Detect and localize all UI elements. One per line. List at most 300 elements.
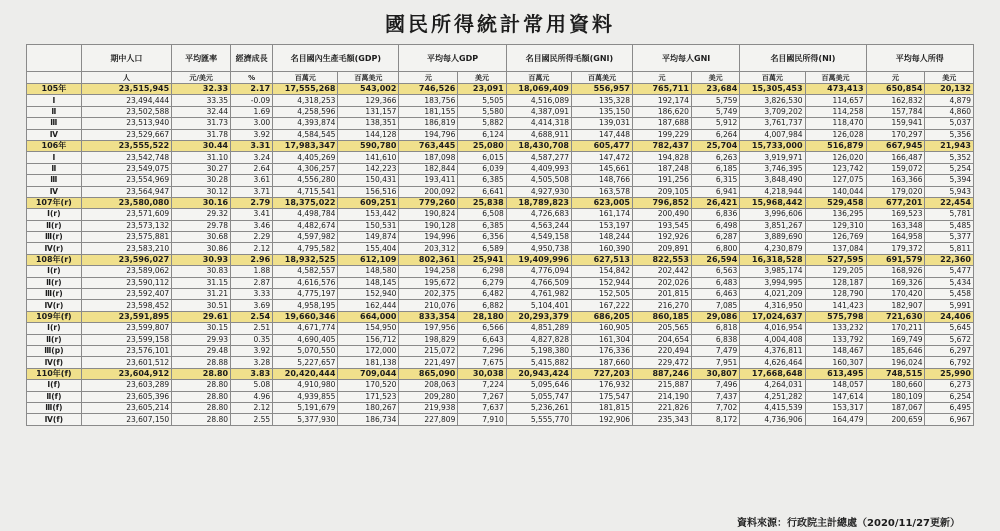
period-label: 105年 (27, 84, 82, 95)
table-cell: 186,819 (399, 118, 458, 129)
table-cell: 28.80 (172, 414, 231, 425)
table-cell: 23,598,452 (81, 300, 171, 311)
table-cell: 2.17 (231, 84, 273, 95)
table-cell: 215,072 (399, 345, 458, 356)
table-cell: 7,224 (458, 380, 506, 391)
table-cell: 5,236,261 (506, 402, 571, 413)
table-cell: 25,990 (925, 368, 974, 379)
table-cell: 3,919,971 (740, 152, 805, 163)
table-cell: 170,297 (866, 129, 925, 140)
unit-cell: 元/美元 (172, 72, 231, 84)
period-label: Ⅳ(r) (27, 243, 82, 254)
table-cell: 18,375,022 (273, 197, 338, 208)
table-cell: 4,616,576 (273, 277, 338, 288)
table-cell: 6,792 (925, 357, 974, 368)
unit-cell: 元 (866, 72, 925, 84)
table-cell: 17,983,347 (273, 140, 338, 151)
table-cell: 4,584,545 (273, 129, 338, 140)
table-cell: 748,515 (866, 368, 925, 379)
quarter-row (27, 402, 974, 413)
table-cell: 4,306,257 (273, 163, 338, 174)
period-label: Ⅱ(r) (27, 220, 82, 231)
table-cell: 148,145 (338, 277, 399, 288)
table-cell: -0.09 (231, 95, 273, 106)
table-cell: 30.27 (172, 163, 231, 174)
table-cell: 5,104,401 (506, 300, 571, 311)
table-cell: 167,222 (571, 300, 632, 311)
table-cell: 140,044 (805, 186, 866, 197)
table-cell: 5,811 (925, 243, 974, 254)
table-cell: 473,413 (805, 84, 866, 95)
table-cell: 6,124 (458, 129, 506, 140)
table-cell: 5,415,882 (506, 357, 571, 368)
table-cell: 214,190 (633, 391, 692, 402)
table-cell: 31.21 (172, 289, 231, 300)
quarter-row (27, 414, 974, 425)
table-cell: 141,610 (338, 152, 399, 163)
table-cell: 28.80 (172, 368, 231, 379)
period-label: Ⅳ (27, 129, 82, 140)
table-cell: 33.35 (172, 95, 231, 106)
table-cell: 4,775,197 (273, 289, 338, 300)
table-cell: 4,776,094 (506, 266, 571, 277)
table-cell: 152,940 (338, 289, 399, 300)
table-cell: 3.00 (231, 118, 273, 129)
table-cell: 163,348 (866, 220, 925, 231)
table-cell: 0.35 (231, 334, 273, 345)
table-cell: 148,766 (571, 175, 632, 186)
quarter-row (27, 391, 974, 402)
table-cell: 5,749 (691, 106, 739, 117)
unit-cell: 美元 (925, 72, 974, 84)
table-cell: 664,000 (338, 311, 399, 322)
table-cell: 144,128 (338, 129, 399, 140)
table-cell: 192,926 (633, 232, 692, 243)
table-cell: 6,356 (458, 232, 506, 243)
table-cell: 709,044 (338, 368, 399, 379)
period-label: 110年(f) (27, 368, 82, 379)
table-cell: 6,482 (458, 289, 506, 300)
table-cell: 197,956 (399, 323, 458, 334)
table-cell: 4,556,280 (273, 175, 338, 186)
period-label: Ⅲ(p) (27, 345, 82, 356)
table-cell: 180,660 (866, 380, 925, 391)
table-cell: 114,657 (805, 95, 866, 106)
table-cell: 4,597,982 (273, 232, 338, 243)
table-cell: 4,498,784 (273, 209, 338, 220)
table-cell: 6,315 (691, 175, 739, 186)
table-cell: 24,406 (925, 311, 974, 322)
table-cell: 23,529,667 (81, 129, 171, 140)
table-cell: 5,912 (691, 118, 739, 129)
year-row (27, 84, 974, 95)
table-cell: 31.15 (172, 277, 231, 288)
header-gni: 名目國民所得毛額(GNI) (506, 45, 632, 72)
table-cell: 126,028 (805, 129, 866, 140)
table-cell: 29,086 (691, 311, 739, 322)
table-cell: 19,660,346 (273, 311, 338, 322)
unit-cell: 美元 (691, 72, 739, 84)
period-label: Ⅱ(r) (27, 277, 82, 288)
header-ni-per-capita: 平均每人所得 (866, 45, 973, 72)
table-cell: 30.16 (172, 197, 231, 208)
table-cell: 5,505 (458, 95, 506, 106)
table-cell: 199,229 (633, 129, 692, 140)
table-cell: 6,563 (691, 266, 739, 277)
table-cell: 160,307 (805, 357, 866, 368)
table-cell: 5,991 (925, 300, 974, 311)
table-cell: 23,542,748 (81, 152, 171, 163)
table-cell: 5,356 (925, 129, 974, 140)
table-cell: 31.78 (172, 129, 231, 140)
table-cell: 180,109 (866, 391, 925, 402)
table-cell: 209,105 (633, 186, 692, 197)
table-cell: 23,573,132 (81, 220, 171, 231)
table-cell: 3,889,690 (740, 232, 805, 243)
table-cell: 26,594 (691, 254, 739, 265)
table-cell: 123,742 (805, 163, 866, 174)
table-cell: 3.69 (231, 300, 273, 311)
table-cell: 6,838 (691, 334, 739, 345)
table-cell: 4,690,405 (273, 334, 338, 345)
table-cell: 208,063 (399, 380, 458, 391)
table-cell: 182,907 (866, 300, 925, 311)
table-cell: 30,038 (458, 368, 506, 379)
table-cell: 7,951 (691, 357, 739, 368)
period-label: 108年(r) (27, 254, 82, 265)
table-cell: 5,672 (925, 334, 974, 345)
table-cell: 3,996,606 (740, 209, 805, 220)
quarter-row (27, 152, 974, 163)
table-cell: 135,328 (571, 95, 632, 106)
table-cell: 169,326 (866, 277, 925, 288)
table-cell: 18,789,823 (506, 197, 571, 208)
table-cell: 147,448 (571, 129, 632, 140)
table-cell: 23,091 (458, 84, 506, 95)
table-cell: 22,454 (925, 197, 974, 208)
table-cell: 5,781 (925, 209, 974, 220)
table-cell: 23,589,062 (81, 266, 171, 277)
table-cell: 2.87 (231, 277, 273, 288)
table-cell: 152,944 (571, 277, 632, 288)
table-cell: 4,563,244 (506, 220, 571, 231)
table-cell: 763,445 (399, 140, 458, 151)
table-cell: 6,800 (691, 243, 739, 254)
table-cell: 5,394 (925, 175, 974, 186)
table-cell: 6,836 (691, 209, 739, 220)
quarter-row (27, 266, 974, 277)
table-cell: 194,996 (399, 232, 458, 243)
table-cell: 23,549,075 (81, 163, 171, 174)
table-cell: 6,818 (691, 323, 739, 334)
table-cell: 147,614 (805, 391, 866, 402)
table-cell: 114,258 (805, 106, 866, 117)
table-cell: 3.41 (231, 209, 273, 220)
table-cell: 23,605,396 (81, 391, 171, 402)
table-cell: 23,605,214 (81, 402, 171, 413)
table-cell: 4,726,683 (506, 209, 571, 220)
table-cell: 5,198,380 (506, 345, 571, 356)
table-cell: 3,994,995 (740, 277, 805, 288)
table-cell: 4,007,984 (740, 129, 805, 140)
table-cell: 2.51 (231, 323, 273, 334)
table-cell: 30.86 (172, 243, 231, 254)
table-cell: 4,516,089 (506, 95, 571, 106)
table-cell: 193,545 (633, 220, 692, 231)
table-cell: 21,943 (925, 140, 974, 151)
table-cell: 154,950 (338, 323, 399, 334)
table-cell: 5,227,657 (273, 357, 338, 368)
table-cell: 156,516 (338, 186, 399, 197)
table-cell: 161,174 (571, 209, 632, 220)
table-cell: 152,505 (571, 289, 632, 300)
table-cell: 6,287 (691, 232, 739, 243)
table-cell: 4.96 (231, 391, 273, 402)
table-cell: 200,490 (633, 209, 692, 220)
table-cell: 145,661 (571, 163, 632, 174)
table-cell: 7,910 (458, 414, 506, 425)
national-income-table (26, 44, 974, 426)
table-cell: 2.64 (231, 163, 273, 174)
table-cell: 765,711 (633, 84, 692, 95)
table-cell: 860,185 (633, 311, 692, 322)
quarter-row (27, 289, 974, 300)
table-cell: 209,280 (399, 391, 458, 402)
table-cell: 5,070,550 (273, 345, 338, 356)
table-cell: 3,848,490 (740, 175, 805, 186)
table-cell: 4,258,596 (273, 106, 338, 117)
table-cell: 23,604,912 (81, 368, 171, 379)
quarter-row (27, 220, 974, 231)
table-cell: 227,809 (399, 414, 458, 425)
table-cell: 613,495 (805, 368, 866, 379)
table-cell: 5,485 (925, 220, 974, 231)
period-label: Ⅰ(r) (27, 209, 82, 220)
table-cell: 677,201 (866, 197, 925, 208)
table-cell: 5,352 (925, 152, 974, 163)
table-cell: 3.33 (231, 289, 273, 300)
table-cell: 139,031 (571, 118, 632, 129)
table-cell: 235,343 (633, 414, 692, 425)
unit-cell: 元 (633, 72, 692, 84)
table-cell: 6,185 (691, 163, 739, 174)
table-cell: 15,305,453 (740, 84, 805, 95)
table-cell: 650,854 (866, 84, 925, 95)
quarter-row (27, 380, 974, 391)
table-cell: 686,205 (571, 311, 632, 322)
year-row (27, 311, 974, 322)
table-cell: 727,203 (571, 368, 632, 379)
table-cell: 147,472 (571, 152, 632, 163)
period-label: Ⅲ(r) (27, 289, 82, 300)
table-cell: 190,824 (399, 209, 458, 220)
table-cell: 220,494 (633, 345, 692, 356)
table-cell: 25,941 (458, 254, 506, 265)
table-cell: 30.83 (172, 266, 231, 277)
table-cell: 221,826 (633, 402, 692, 413)
table-cell: 31.10 (172, 152, 231, 163)
table-cell: 209,891 (633, 243, 692, 254)
table-cell: 833,354 (399, 311, 458, 322)
table-cell: 23,596,027 (81, 254, 171, 265)
table-cell: 141,423 (805, 300, 866, 311)
header-gdp-per-capita: 平均每人GDP (399, 45, 506, 72)
document-title: 國民所得統計常用資料 (385, 12, 615, 36)
table-cell: 3,851,267 (740, 220, 805, 231)
table-cell: 822,553 (633, 254, 692, 265)
table-cell: 26,421 (691, 197, 739, 208)
table-cell: 157,784 (866, 106, 925, 117)
table-cell: 516,879 (805, 140, 866, 151)
table-cell: 4,688,911 (506, 129, 571, 140)
table-cell: 32.33 (172, 84, 231, 95)
quarter-row (27, 277, 974, 288)
table-cell: 29.78 (172, 220, 231, 231)
table-cell: 4,958,195 (273, 300, 338, 311)
table-cell: 118,470 (805, 118, 866, 129)
unit-cell: 百萬元 (740, 72, 805, 84)
table-cell: 194,258 (399, 266, 458, 277)
table-cell: 746,526 (399, 84, 458, 95)
table-cell: 4,415,539 (740, 402, 805, 413)
table-cell: 126,769 (805, 232, 866, 243)
table-cell: 6,385 (458, 175, 506, 186)
table-cell: 163,366 (866, 175, 925, 186)
table-cell: 5,434 (925, 277, 974, 288)
table-cell: 18,932,525 (273, 254, 338, 265)
table-cell: 590,780 (338, 140, 399, 151)
table-cell: 203,312 (399, 243, 458, 254)
table-cell: 15,968,442 (740, 197, 805, 208)
unit-cell: 百萬美元 (805, 72, 866, 84)
table-cell: 128,790 (805, 289, 866, 300)
table-cell: 779,260 (399, 197, 458, 208)
period-label: Ⅲ (27, 175, 82, 186)
table-cell: 148,244 (571, 232, 632, 243)
table-cell: 667,945 (866, 140, 925, 151)
table-cell: 623,005 (571, 197, 632, 208)
table-cell: 23,554,969 (81, 175, 171, 186)
table-cell: 5,095,646 (506, 380, 571, 391)
table-cell: 28.80 (172, 402, 231, 413)
table-cell: 25,080 (458, 140, 506, 151)
table-cell: 171,523 (338, 391, 399, 402)
table-cell: 194,828 (633, 152, 692, 163)
table-cell: 20,420,444 (273, 368, 338, 379)
period-label: 106年 (27, 140, 82, 151)
table-cell: 176,932 (571, 380, 632, 391)
unit-cell: 人 (81, 72, 171, 84)
table-cell: 182,844 (399, 163, 458, 174)
table-cell: 6,498 (691, 220, 739, 231)
table-cell: 23,571,609 (81, 209, 171, 220)
table-cell: 6,039 (458, 163, 506, 174)
table-cell: 128,187 (805, 277, 866, 288)
table-cell: 23,513,940 (81, 118, 171, 129)
table-cell: 2.55 (231, 414, 273, 425)
table-cell: 2.96 (231, 254, 273, 265)
table-cell: 204,654 (633, 334, 692, 345)
table-cell: 176,336 (571, 345, 632, 356)
table-cell: 7,675 (458, 357, 506, 368)
table-cell: 136,295 (805, 209, 866, 220)
table-cell: 19,409,996 (506, 254, 571, 265)
unit-cell: 元 (399, 72, 458, 84)
table-cell: 6,495 (925, 402, 974, 413)
table-cell: 29.93 (172, 334, 231, 345)
table-cell: 5,191,679 (273, 402, 338, 413)
table-cell: 7,437 (691, 391, 739, 402)
table-cell: 187,248 (633, 163, 692, 174)
table-cell: 187,688 (633, 118, 692, 129)
table-cell: 29.61 (172, 311, 231, 322)
header-growth: 經濟成長 (231, 45, 273, 72)
table-cell: 5,037 (925, 118, 974, 129)
table-cell: 148,467 (805, 345, 866, 356)
table-cell: 153,317 (805, 402, 866, 413)
table-cell: 169,749 (866, 334, 925, 345)
table-cell: 6,264 (691, 129, 739, 140)
table-cell: 7,085 (691, 300, 739, 311)
table-cell: 133,232 (805, 323, 866, 334)
table-cell: 782,437 (633, 140, 692, 151)
table-cell: 8,172 (691, 414, 739, 425)
unit-row (27, 72, 974, 84)
table-cell: 148,580 (338, 266, 399, 277)
table-cell: 6,483 (691, 277, 739, 288)
table-cell: 131,157 (338, 106, 399, 117)
table-cell: 3,709,202 (740, 106, 805, 117)
table-cell: 205,565 (633, 323, 692, 334)
quarter-row (27, 345, 974, 356)
table-cell: 210,076 (399, 300, 458, 311)
period-label: Ⅳ(r) (27, 300, 82, 311)
quarter-row (27, 243, 974, 254)
period-label: Ⅳ(f) (27, 414, 82, 425)
table-cell: 23,607,150 (81, 414, 171, 425)
table-cell: 4,910,980 (273, 380, 338, 391)
quarter-row (27, 186, 974, 197)
table-cell: 30.44 (172, 140, 231, 151)
table-cell: 6,463 (691, 289, 739, 300)
quarter-row (27, 129, 974, 140)
table-cell: 25,704 (691, 140, 739, 151)
table-cell: 796,852 (633, 197, 692, 208)
period-label: Ⅳ(f) (27, 357, 82, 368)
period-label: Ⅱ (27, 163, 82, 174)
table-cell: 28.80 (172, 391, 231, 402)
table-cell: 5,377,930 (273, 414, 338, 425)
table-cell: 6,643 (458, 334, 506, 345)
table-cell: 2.12 (231, 402, 273, 413)
table-cell: 4,230,879 (740, 243, 805, 254)
table-cell: 7,267 (458, 391, 506, 402)
table-cell: 160,390 (571, 243, 632, 254)
table-cell: 170,420 (866, 289, 925, 300)
table-cell: 17,024,637 (740, 311, 805, 322)
header-ni: 名目國民所得(NI) (740, 45, 866, 72)
period-label: Ⅱ (27, 106, 82, 117)
table-cell: 4,376,811 (740, 345, 805, 356)
table-cell: 4,405,269 (273, 152, 338, 163)
table-cell: 23,555,522 (81, 140, 171, 151)
table-cell: 6,297 (925, 345, 974, 356)
table-body (27, 84, 974, 426)
table-cell: 193,411 (399, 175, 458, 186)
table-cell: 5,477 (925, 266, 974, 277)
table-cell: 170,520 (338, 380, 399, 391)
table-cell: 23,583,210 (81, 243, 171, 254)
